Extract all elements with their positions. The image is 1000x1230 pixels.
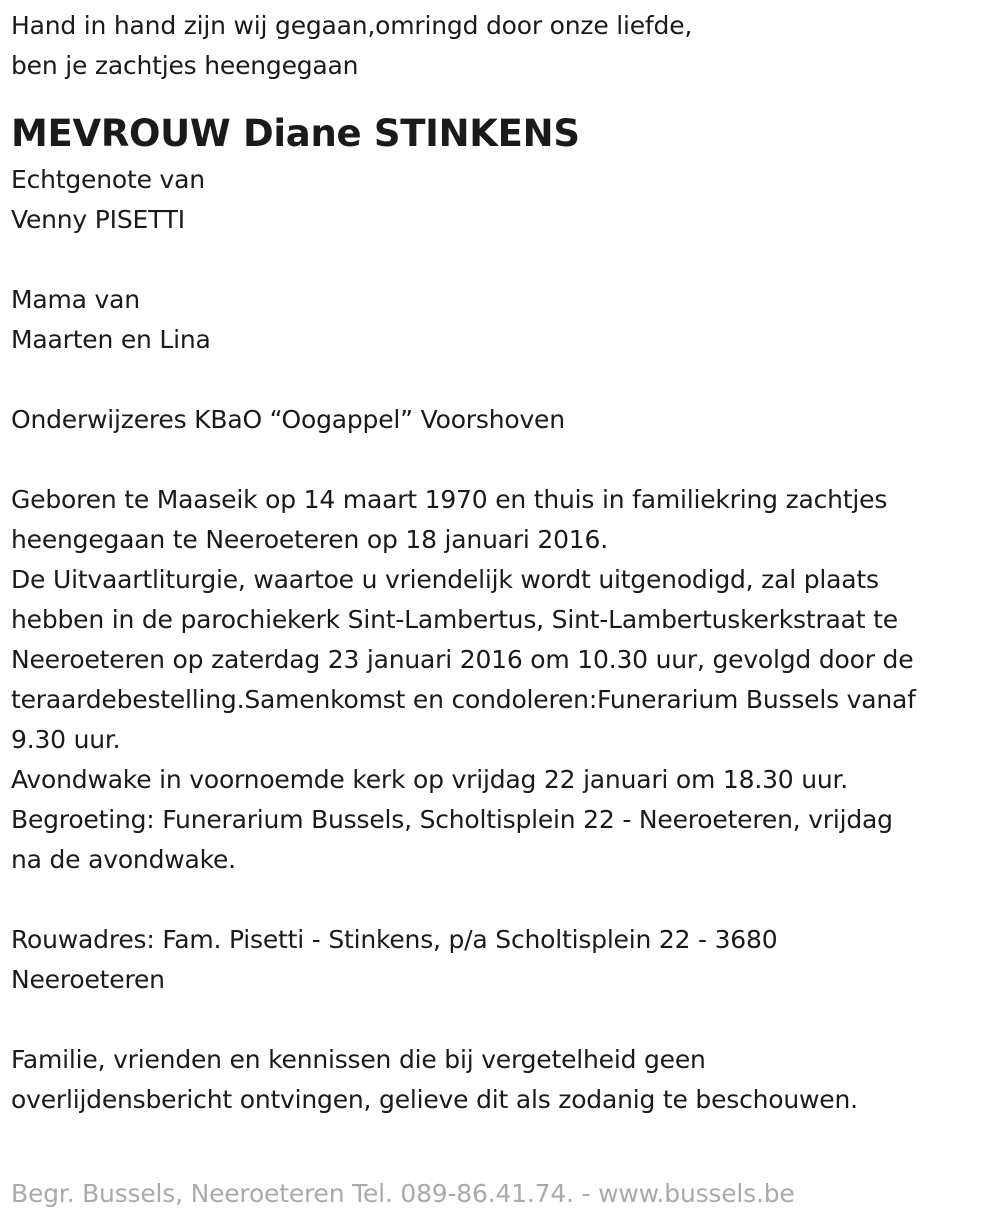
funeral-details: [11, 480, 996, 880]
details-line: Neeroeteren op zaterdag 23 januari 2016 om 10.30 uur, gevolgd door de: [11, 645, 914, 674]
notice-section: [11, 1040, 996, 1120]
mourning-address: [11, 920, 996, 1000]
spouse-section: [11, 160, 996, 240]
obituary-notice: [11, 0, 996, 1120]
spouse-name: Venny PISETTI: [11, 205, 185, 234]
details-line: De Uitvaartliturgie, waartoe u vriendelijk wordt uitgenodigd, zal plaats: [11, 565, 879, 594]
details-line: hebben in de parochiekerk Sint-Lambertus, Sint-Lambertuskerkstraat te: [11, 605, 898, 634]
notice-line: overlijdensbericht ontvingen, gelieve dit als zodanig te beschouwen.: [11, 1085, 858, 1114]
spacer: [11, 1000, 996, 1040]
spacer: [11, 360, 996, 400]
details-line: heengegaan te Neeroeteren op 18 januari 2016.: [11, 525, 608, 554]
deceased-name: MEVROUW Diane STINKENS: [11, 112, 580, 155]
details-line: na de avondwake.: [11, 845, 236, 874]
verse-line: ben je zachtjes heengegaan: [11, 51, 359, 80]
children-names: Maarten en Lina: [11, 325, 211, 354]
verse-line: Hand in hand zijn wij gegaan,omringd door onze liefde,: [11, 11, 693, 40]
details-line: 9.30 uur.: [11, 725, 121, 754]
details-line: Geboren te Maaseik op 14 maart 1970 en thuis in familiekring zachtjes: [11, 485, 888, 514]
notice-line: Familie, vrienden en kennissen die bij vergetelheid geen: [11, 1045, 706, 1074]
spacer: [11, 240, 996, 280]
details-line: Begroeting: Funerarium Bussels, Scholtisplein 22 - Neeroeteren, vrijdag: [11, 805, 893, 834]
spouse-label: Echtgenote van: [11, 165, 205, 194]
children-section: [11, 280, 996, 360]
spacer: [11, 880, 996, 920]
details-line: teraardebestelling.Samenkomst en condoleren:Funerarium Bussels vanaf: [11, 685, 916, 714]
occupation: Onderwijzeres KBaO “Oogappel” Voorshoven: [11, 405, 565, 434]
spacer: [11, 440, 996, 480]
intro-verse: [11, 6, 996, 86]
funeral-home-footer: Begr. Bussels, Neeroeteren Tel. 089-86.41.74. - www.bussels.be: [11, 1179, 795, 1208]
details-line: Avondwake in voornoemde kerk op vrijdag 22 januari om 18.30 uur.: [11, 765, 849, 794]
children-label: Mama van: [11, 285, 140, 314]
address-line: Rouwadres: Fam. Pisetti - Stinkens, p/a Scholtisplein 22 - 3680: [11, 925, 778, 954]
address-line: Neeroeteren: [11, 965, 165, 994]
